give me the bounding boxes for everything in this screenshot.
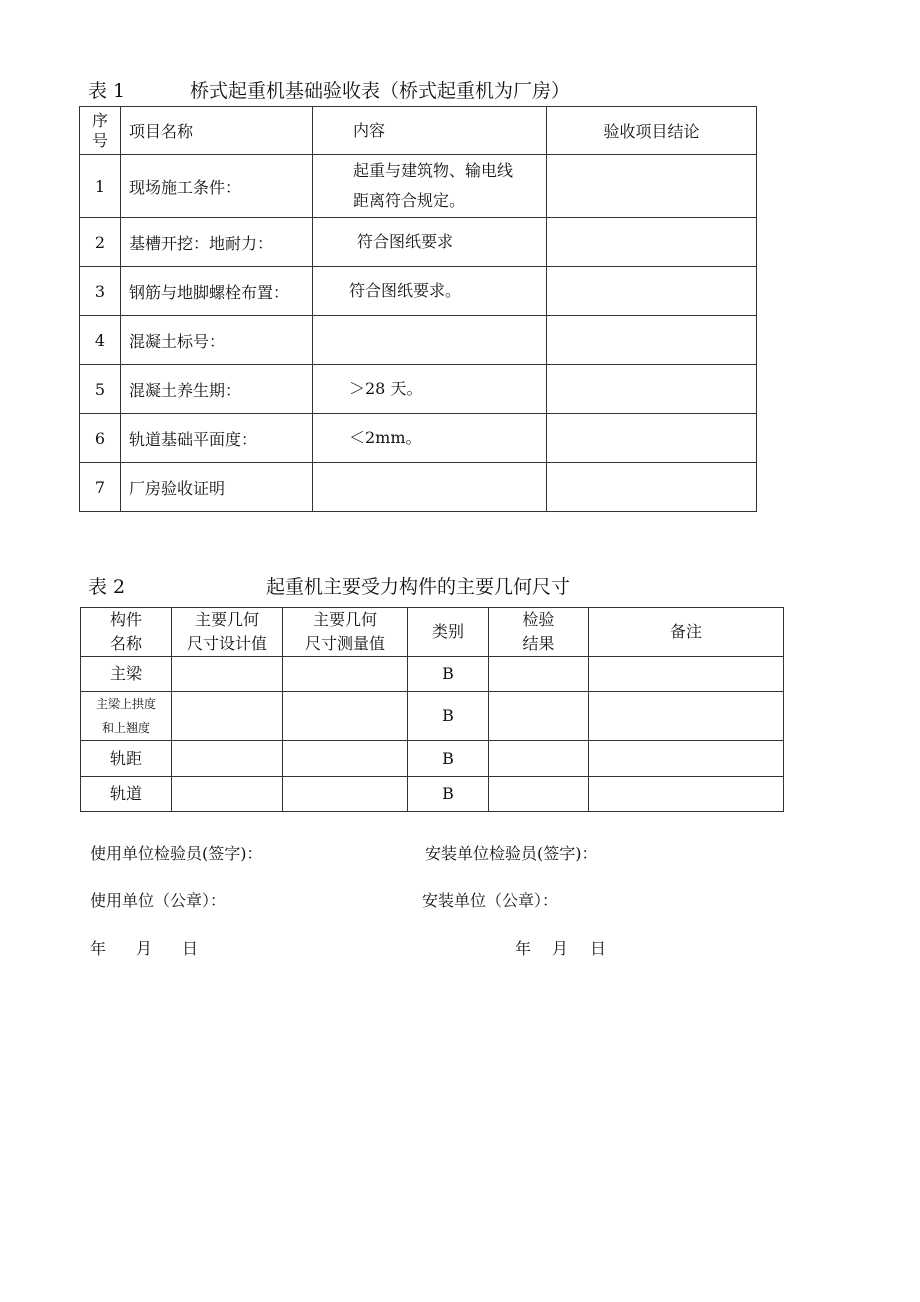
row-no: 6 bbox=[80, 414, 121, 463]
table2-title: 起重机主要受力构件的主要几何尺寸 bbox=[266, 576, 571, 598]
row-content: ＞28 天。 bbox=[313, 365, 547, 414]
row-content bbox=[313, 463, 547, 512]
user-unit-seal: 使用单位（公章）： bbox=[90, 891, 227, 910]
row-name: 主梁 bbox=[81, 657, 172, 692]
row-result[interactable] bbox=[547, 365, 757, 414]
row-item: 混凝土养生期： bbox=[121, 365, 313, 414]
row-category: B bbox=[408, 692, 489, 741]
row-result[interactable] bbox=[547, 316, 757, 365]
user-inspector-signature: 使用单位检验员(签字)： bbox=[90, 844, 263, 863]
table-row bbox=[80, 316, 757, 365]
row-measured[interactable] bbox=[283, 741, 408, 777]
row-name-line: 主梁上拱度 bbox=[95, 697, 156, 711]
header-content: 内容 bbox=[313, 107, 547, 155]
header-no-line1: 序 bbox=[91, 110, 108, 130]
header-item: 项目名称 bbox=[121, 107, 313, 155]
row-content bbox=[313, 316, 547, 365]
header-inspection-line1: 检验 bbox=[522, 610, 555, 629]
row-no: 5 bbox=[80, 365, 121, 414]
header-category: 类别 bbox=[408, 608, 489, 657]
date-left-day: 日 bbox=[182, 939, 199, 958]
table1-label: 表 1 bbox=[88, 80, 126, 102]
header-design bbox=[172, 608, 283, 657]
row-inspection[interactable] bbox=[489, 777, 589, 812]
row-item: 厂房验收证明 bbox=[121, 463, 313, 512]
date-left-year: 年 bbox=[90, 939, 107, 958]
header-measured bbox=[283, 608, 408, 657]
row-name: 轨距 bbox=[81, 741, 172, 777]
row-inspection[interactable] bbox=[489, 692, 589, 741]
row-measured[interactable] bbox=[283, 657, 408, 692]
row-content-line: 距离符合规定。 bbox=[353, 191, 466, 210]
row-result[interactable] bbox=[547, 267, 757, 316]
header-result: 验收项目结论 bbox=[547, 107, 757, 155]
row-design[interactable] bbox=[172, 777, 283, 812]
row-inspection[interactable] bbox=[489, 741, 589, 777]
install-inspector-signature: 安装单位检验员(签字)： bbox=[425, 844, 598, 863]
row-design[interactable] bbox=[172, 657, 283, 692]
row-measured[interactable] bbox=[283, 692, 408, 741]
acceptance-table bbox=[79, 106, 757, 512]
row-no: 7 bbox=[80, 463, 121, 512]
header-measured-line1: 主要几何 bbox=[312, 610, 377, 629]
table-row bbox=[80, 218, 757, 267]
table2-header-row bbox=[81, 608, 784, 657]
row-content-line: 起重与建筑物、输电线 bbox=[353, 161, 514, 180]
header-design-line2: 尺寸设计值 bbox=[186, 634, 267, 653]
row-remarks[interactable] bbox=[589, 657, 784, 692]
row-item: 轨道基础平面度： bbox=[121, 414, 313, 463]
date-right-year: 年 bbox=[515, 939, 532, 958]
table-row bbox=[81, 741, 784, 777]
header-name bbox=[81, 608, 172, 657]
row-item: 混凝土标号： bbox=[121, 316, 313, 365]
row-measured[interactable] bbox=[283, 777, 408, 812]
table-row bbox=[81, 657, 784, 692]
row-no: 2 bbox=[80, 218, 121, 267]
table-row bbox=[80, 155, 757, 218]
table-row bbox=[80, 267, 757, 316]
row-remarks[interactable] bbox=[589, 741, 784, 777]
table1-header-row bbox=[80, 107, 757, 155]
row-no: 4 bbox=[80, 316, 121, 365]
header-name-line2: 名称 bbox=[109, 634, 142, 653]
header-no bbox=[80, 107, 121, 155]
header-measured-line2: 尺寸测量值 bbox=[304, 634, 385, 653]
table-row bbox=[80, 365, 757, 414]
row-name-line: 和上翘度 bbox=[101, 721, 150, 735]
date-right-month: 月 bbox=[552, 939, 569, 958]
row-item: 基槽开挖：地耐力： bbox=[121, 218, 313, 267]
header-inspection-line2: 结果 bbox=[522, 634, 555, 653]
table1-title: 桥式起重机基础验收表（桥式起重机为厂房） bbox=[190, 80, 571, 102]
row-category: B bbox=[408, 741, 489, 777]
row-result[interactable] bbox=[547, 414, 757, 463]
row-inspection[interactable] bbox=[489, 657, 589, 692]
date-left-month: 月 bbox=[136, 939, 153, 958]
row-item: 钢筋与地脚螺栓布置： bbox=[121, 267, 313, 316]
date-right-day: 日 bbox=[590, 939, 607, 958]
table-row bbox=[80, 463, 757, 512]
row-category: B bbox=[408, 777, 489, 812]
header-remarks: 备注 bbox=[589, 608, 784, 657]
row-result[interactable] bbox=[547, 155, 757, 218]
table2-label: 表 2 bbox=[88, 576, 126, 598]
row-name bbox=[81, 692, 172, 741]
dimensions-table bbox=[80, 607, 784, 812]
header-name-line1: 构件 bbox=[109, 610, 142, 629]
row-content bbox=[313, 155, 547, 218]
row-content: ＜2mm。 bbox=[313, 414, 547, 463]
row-name: 轨道 bbox=[81, 777, 172, 812]
table-row bbox=[81, 777, 784, 812]
row-remarks[interactable] bbox=[589, 777, 784, 812]
row-remarks[interactable] bbox=[589, 692, 784, 741]
row-result[interactable] bbox=[547, 463, 757, 512]
install-unit-seal: 安装单位（公章）： bbox=[422, 891, 559, 910]
row-item: 现场施工条件： bbox=[121, 155, 313, 218]
header-design-line1: 主要几何 bbox=[194, 610, 259, 629]
table-row bbox=[80, 414, 757, 463]
header-no-line2: 号 bbox=[91, 130, 108, 150]
row-category: B bbox=[408, 657, 489, 692]
table-row bbox=[81, 692, 784, 741]
row-content: 符合图纸要求。 bbox=[313, 267, 547, 316]
header-inspection bbox=[489, 608, 589, 657]
row-design[interactable] bbox=[172, 692, 283, 741]
row-result[interactable] bbox=[547, 218, 757, 267]
row-content: 符合图纸要求 bbox=[313, 218, 547, 267]
row-design[interactable] bbox=[172, 741, 283, 777]
row-no: 1 bbox=[80, 155, 121, 218]
row-no: 3 bbox=[80, 267, 121, 316]
